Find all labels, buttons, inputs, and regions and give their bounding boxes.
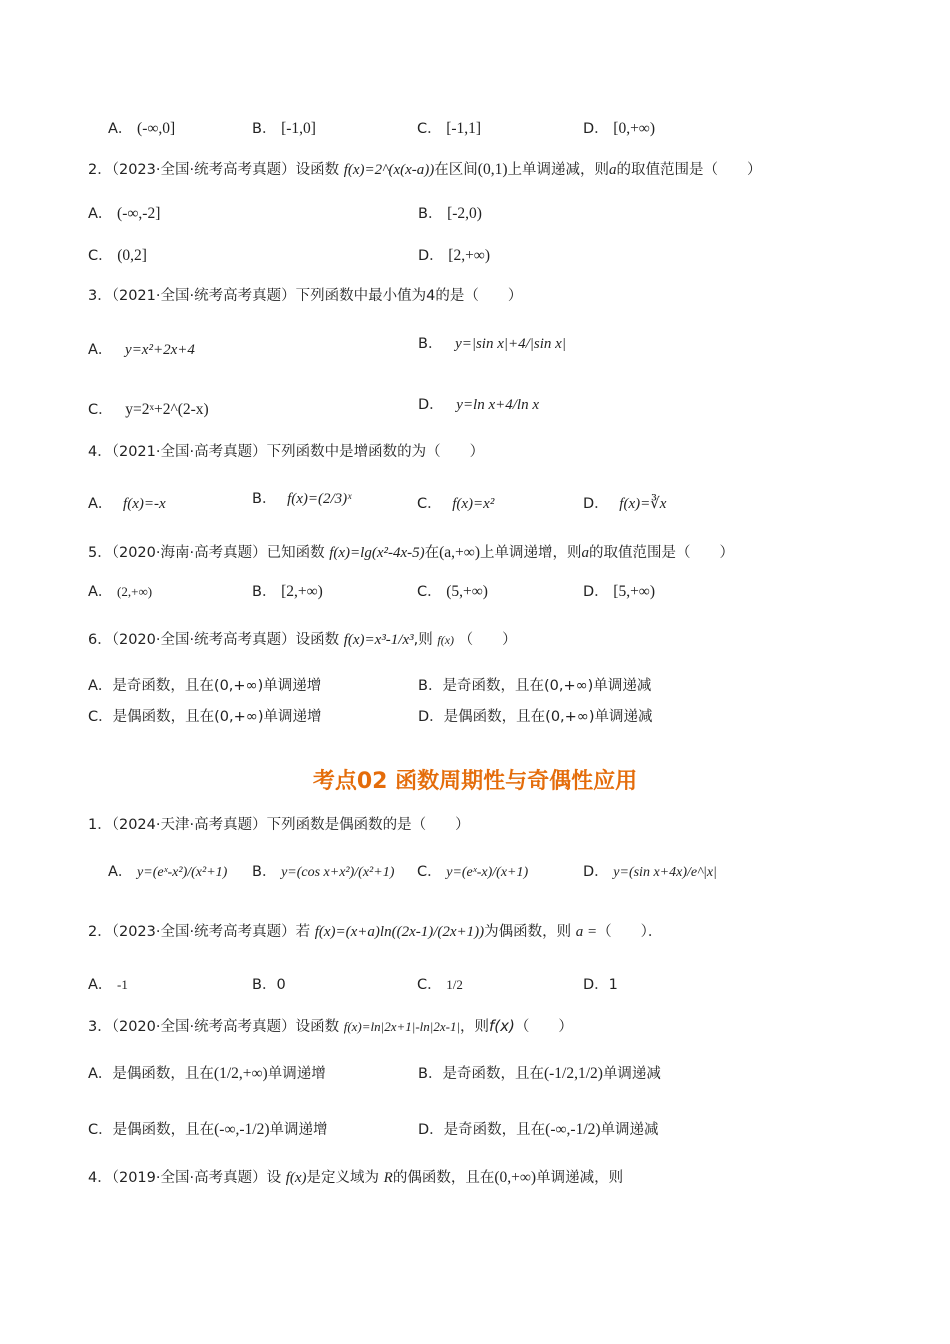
variable: a = [575, 924, 598, 940]
s2-question-4-stem [88, 1166, 623, 1187]
s2q1-option-c[interactable] [417, 860, 528, 881]
question-text: （2023·全国·统考高考真题）若 [111, 924, 311, 940]
option-text: 是偶函数，且在(0,+∞)单调递减 [443, 709, 653, 725]
q2-option-b[interactable] [418, 202, 482, 223]
q6-option-d[interactable] [418, 705, 653, 726]
function-expr: f(x)=lg(x²-4x-5) [329, 545, 425, 561]
q3-option-d[interactable] [418, 393, 539, 414]
function-expr: f(x)=x³-1/x³ [343, 632, 414, 648]
option-text: 是偶函数，且在 [112, 1066, 214, 1082]
function-expr: f(x) [285, 1170, 307, 1186]
question-number: 4． [88, 1170, 112, 1186]
q2-option-a[interactable] [88, 202, 160, 223]
q2-option-c[interactable] [88, 244, 147, 265]
question-text: （2021·全国·高考真题）下列函数中是增函数的为（ ） [111, 444, 485, 460]
s2q3-option-c[interactable] [88, 1118, 328, 1139]
option-expr: 1 [608, 977, 618, 993]
s2q1-option-b[interactable] [252, 860, 394, 881]
question-text: （ ）． [597, 924, 663, 940]
option-letter: B． [252, 121, 277, 137]
option-letter: B． [252, 977, 277, 993]
question-text: 的取值范围是（ ） [616, 162, 762, 178]
question-4-stem [88, 440, 484, 461]
question-text: （2019·全国·高考真题）设 [111, 1170, 282, 1186]
question-number: 1． [88, 817, 112, 833]
question-text: ,则 [413, 632, 433, 648]
option-expr: [2,+∞) [448, 247, 491, 264]
s2-question-2-stem [88, 920, 662, 941]
question-text: （2020·海南·高考真题）已知函数 [111, 545, 325, 561]
s2q3-option-a[interactable] [88, 1062, 326, 1083]
q4-option-c[interactable] [417, 492, 494, 513]
option-expr: 1/2 [446, 977, 463, 992]
s2q2-option-a[interactable] [88, 973, 128, 994]
q1-option-a[interactable] [108, 117, 175, 138]
q5-option-d[interactable] [583, 580, 655, 601]
option-expr: f(x)=-x [123, 496, 166, 512]
option-expr: y=(cos x+x²)/(x²+1) [281, 865, 395, 880]
option-expr: (0,2] [117, 247, 147, 264]
option-text: 单调递减 [602, 1066, 661, 1082]
q1-option-c[interactable] [417, 117, 481, 138]
s2q3-option-d[interactable] [418, 1118, 659, 1139]
interval-expr: (-1/2,1/2) [543, 1065, 603, 1082]
question-5-stem [88, 541, 734, 562]
question-text: （ ） [458, 632, 517, 648]
option-expr: y=ln x+4/ln x [456, 397, 540, 413]
question-text: 上单调递减，则 [507, 162, 609, 178]
option-letter: C． [88, 248, 113, 264]
question-number: 3． [88, 288, 112, 304]
option-expr: y=(eˣ-x²)/(x²+1) [137, 865, 228, 880]
question-number: 2． [88, 162, 112, 178]
question-number: 2． [88, 924, 112, 940]
option-expr: [-2,0) [447, 205, 482, 222]
section-title: 考点02 函数周期性与奇偶性应用 [312, 769, 638, 794]
q5-option-a[interactable] [88, 580, 152, 601]
option-letter: C． [88, 709, 113, 725]
question-3-stem [88, 284, 522, 305]
option-letter: D． [418, 248, 444, 264]
option-letter: A． [88, 342, 113, 358]
option-letter: B． [418, 206, 443, 222]
option-expr: -1 [117, 977, 128, 992]
function-expr: f(x)=ln|2x+1|-ln|2x-1| [343, 1019, 461, 1034]
option-expr: f(x)=∛x [619, 496, 667, 512]
option-letter: A． [88, 678, 113, 694]
option-text: 单调递增 [267, 1066, 326, 1082]
option-letter: C． [417, 584, 442, 600]
q4-option-d[interactable] [583, 492, 666, 513]
option-expr: [0,+∞) [613, 120, 656, 137]
question-number: 6． [88, 632, 112, 648]
variable: a [608, 162, 617, 178]
option-letter: D． [418, 1122, 444, 1138]
q1-option-d[interactable] [583, 117, 655, 138]
option-letter: A． [88, 206, 113, 222]
interval-expr: (1/2,+∞) [213, 1065, 268, 1082]
option-expr: f(x)=(2/3)ˣ [287, 491, 352, 507]
question-number: 4． [88, 444, 112, 460]
question-text: 为偶函数，则 [484, 924, 572, 940]
variable: a [581, 545, 589, 561]
option-letter: C． [417, 977, 442, 993]
q5-option-b[interactable] [252, 580, 323, 601]
variable: R [383, 1170, 393, 1186]
q3-option-c[interactable] [88, 398, 209, 419]
option-expr: (-∞,-2] [117, 205, 161, 222]
option-expr: [-1,0] [281, 120, 316, 137]
q6-option-c[interactable] [88, 705, 322, 726]
interval-expr: (0,1) [477, 161, 508, 178]
q4-option-b[interactable] [252, 487, 351, 508]
s2q3-option-b[interactable] [418, 1062, 661, 1083]
option-letter: A． [88, 584, 113, 600]
option-expr: y=x²+2x+4 [125, 342, 195, 358]
option-letter: D． [583, 496, 609, 512]
option-letter: B． [252, 584, 277, 600]
function-expr: f(x)=2^(x(x-a)) [343, 162, 435, 178]
q3-option-b[interactable] [418, 332, 566, 353]
option-letter: B． [418, 678, 443, 694]
s2-question-3-stem [88, 1015, 573, 1036]
question-6-stem [88, 628, 517, 649]
option-text: 单调递减 [600, 1122, 659, 1138]
s2q2-option-b[interactable] [252, 973, 286, 994]
question-text: 上单调递增，则 [480, 545, 582, 561]
option-text: 是偶函数，且在 [112, 1122, 215, 1138]
function-expr: f(x)=(x+a)ln((2x-1)/(2x+1)) [314, 924, 485, 940]
s2q2-option-d[interactable] [583, 973, 618, 994]
question-text: 是定义域为 [306, 1170, 380, 1186]
question-text: （2020·全国·统考高考真题）设函数 [111, 632, 340, 648]
option-letter: A． [88, 977, 113, 993]
s2q1-option-a[interactable] [108, 860, 227, 881]
question-text: 单调递减，则 [536, 1170, 624, 1186]
question-text: 在区间 [434, 162, 478, 178]
option-letter: A． [108, 864, 133, 880]
option-letter: D． [583, 121, 609, 137]
question-text: （2023·全国·统考高考真题）设函数 [111, 162, 340, 178]
question-text: 在 [424, 545, 440, 561]
interval-expr: (-∞,-1/2) [214, 1121, 270, 1138]
option-text: 是偶函数，且在(0,+∞)单调递增 [112, 709, 322, 725]
option-letter: A． [108, 121, 133, 137]
question-text: ，则 [460, 1019, 490, 1035]
option-letter: D． [418, 709, 444, 725]
option-expr: 0 [276, 977, 286, 993]
q4-option-a[interactable] [88, 492, 166, 513]
interval-expr: (-∞,-1/2) [545, 1121, 601, 1138]
option-expr: (2,+∞) [117, 584, 153, 599]
option-letter: C． [88, 1122, 113, 1138]
s2-question-1-stem [88, 813, 470, 834]
question-2-stem [88, 158, 761, 179]
option-letter: B． [418, 1066, 443, 1082]
option-expr: y=(eˣ-x)/(x+1) [446, 865, 529, 880]
question-number: 5． [88, 545, 112, 561]
question-number: 3． [88, 1019, 112, 1035]
interval-expr: (a,+∞) [439, 544, 480, 561]
question-text: （2024·天津·高考真题）下列函数是偶函数的是（ ） [111, 817, 470, 833]
option-expr: y=(sin x+4x)/e^|x| [613, 865, 717, 880]
option-letter: C． [417, 496, 442, 512]
option-letter: D． [583, 864, 609, 880]
s2q2-option-c[interactable] [417, 973, 463, 994]
option-letter: D． [418, 397, 444, 413]
option-expr: (-∞,0] [137, 120, 176, 137]
q2-option-d[interactable] [418, 244, 490, 265]
s2q1-option-d[interactable] [583, 860, 717, 881]
option-text: 单调递增 [269, 1122, 328, 1138]
q6-option-a[interactable] [88, 674, 321, 695]
option-expr: [5,+∞) [613, 583, 656, 600]
question-text: 的取值范围是（ ） [589, 545, 734, 561]
option-expr: f(x)=x² [452, 496, 495, 512]
option-letter: C． [88, 402, 113, 418]
option-letter: A． [88, 1066, 113, 1082]
option-expr: (5,+∞) [446, 583, 488, 600]
option-letter: D． [583, 584, 609, 600]
q5-option-c[interactable] [417, 580, 488, 601]
option-text: 是奇函数，且在(0,+∞)单调递增 [112, 678, 322, 694]
function-expr: f(x) [489, 1017, 515, 1035]
question-text: 的偶函数，且在 [392, 1170, 495, 1186]
option-letter: A． [88, 496, 113, 512]
question-text: （ ） [514, 1019, 573, 1035]
option-expr: [2,+∞) [281, 583, 323, 600]
q1-option-b[interactable] [252, 117, 316, 138]
option-letter: B． [418, 336, 443, 352]
option-text: 是奇函数，且在 [443, 1122, 546, 1138]
option-letter: B． [252, 864, 277, 880]
q6-option-b[interactable] [418, 674, 651, 695]
question-text: （2021·全国·统考高考真题）下列函数中最小值为4的是（ ） [111, 288, 523, 304]
option-letter: B． [252, 491, 277, 507]
q3-option-a[interactable] [88, 338, 195, 359]
option-expr: [-1,1] [446, 120, 482, 137]
option-letter: C． [417, 121, 442, 137]
option-letter: D． [583, 977, 609, 993]
option-expr: y=|sin x|+4/|sin x| [455, 336, 566, 352]
option-text: 是奇函数，且在 [442, 1066, 544, 1082]
option-letter: C． [417, 864, 442, 880]
interval-expr: (0,+∞) [494, 1169, 537, 1186]
option-expr: y=2ˣ+2^(2-x) [125, 401, 209, 418]
function-expr: f(x) [437, 633, 455, 647]
question-text: （2020·全国·统考高考真题）设函数 [111, 1019, 340, 1035]
option-text: 是奇函数，且在(0,+∞)单调递减 [442, 678, 652, 694]
